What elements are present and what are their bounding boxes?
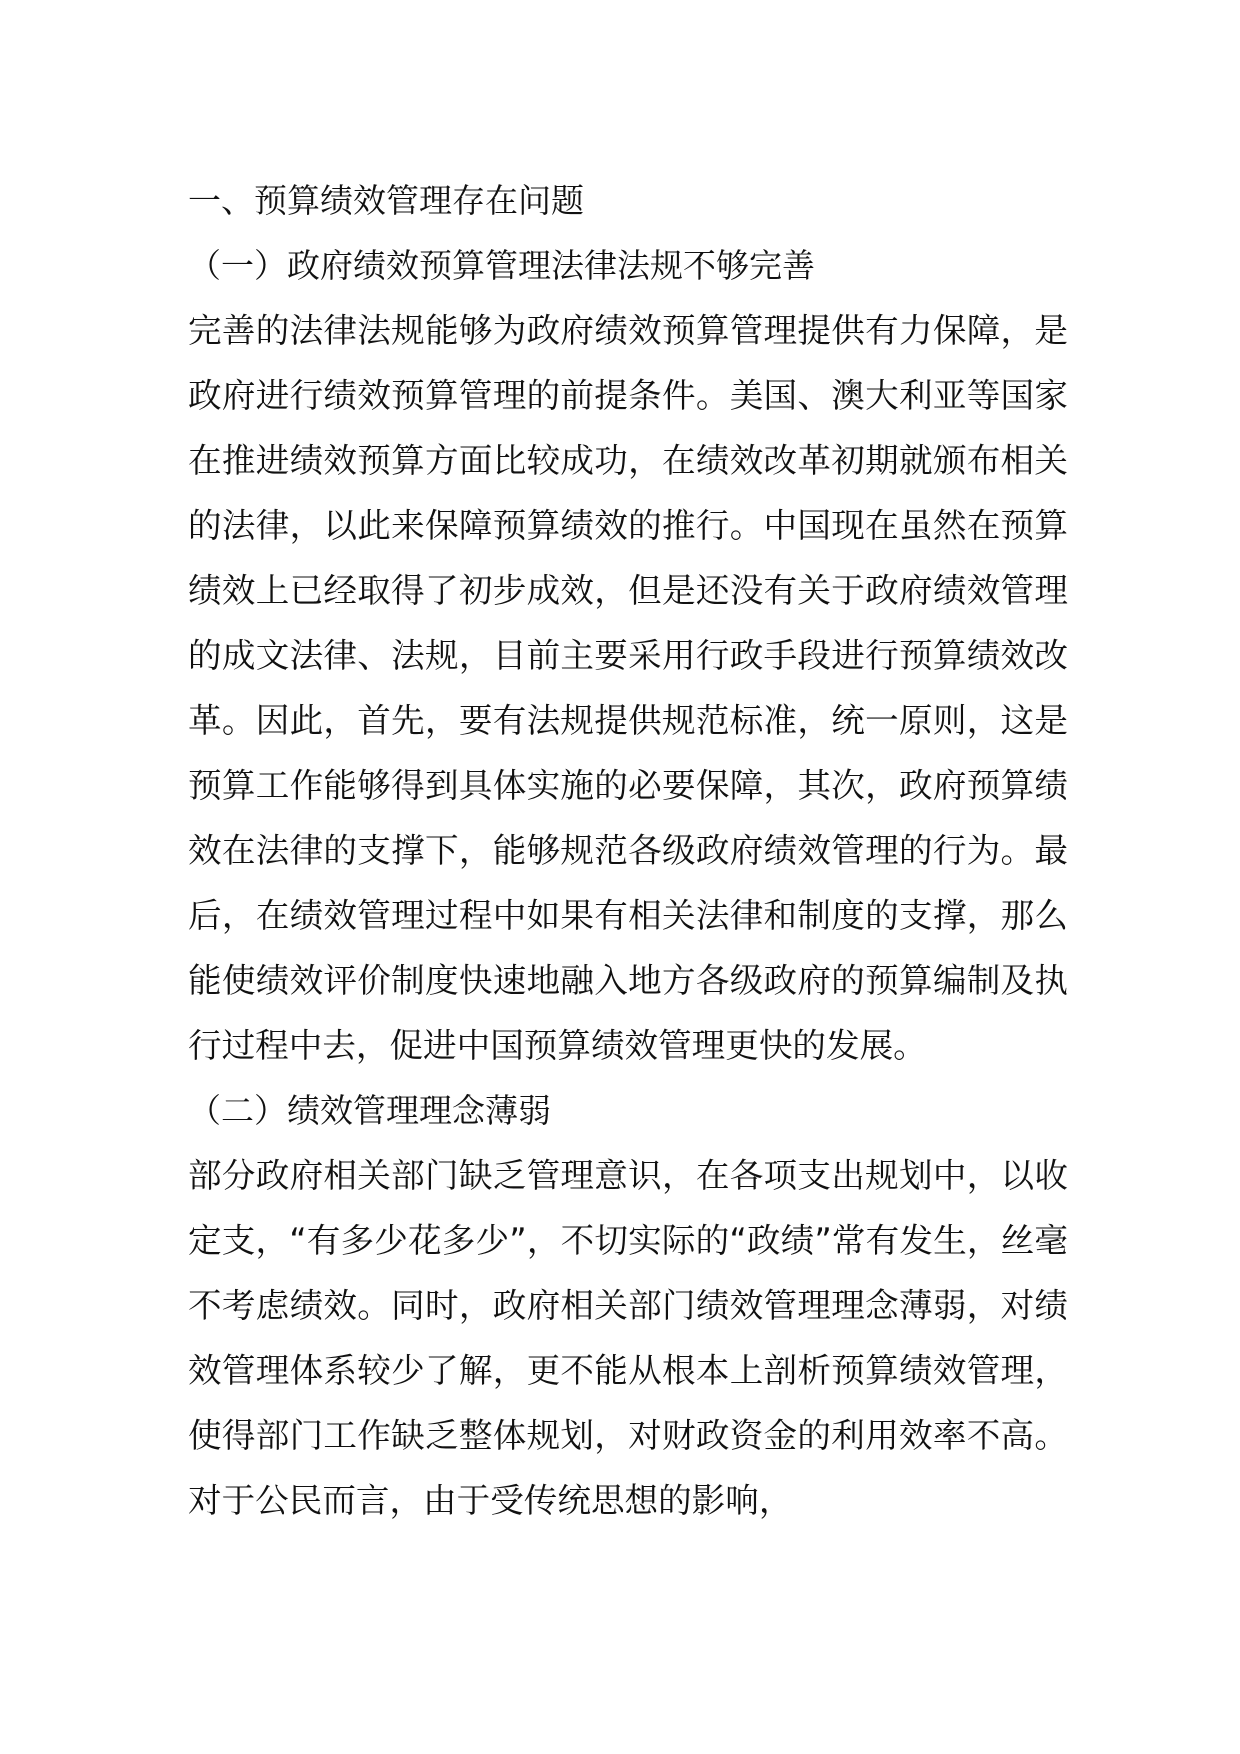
paragraph-2: 部分政府相关部门缺乏管理意识，在各项支出规划中，以收定支，“有多少花多少”，不切实际的“政绩”常有发生，丝毫不考虑绩效。同时，政府相关部门绩效管理理念薄弱，对绩效管理体系较少了解，更不能从根本上剖析预算绩效管理，使得部门工作缺乏整体规划，对财政资金的利用效率不高。对于公民而言，由于受传统思想的影响， — [188, 1156, 1068, 1520]
paragraph-1: 完善的法律法规能够为政府绩效预算管理提供有力保障，是政府进行绩效预算管理的前提条件。美国、澳大利亚等国家在推进绩效预算方面比较成功，在绩效改革初期就颁布相关的法律，以此来保障预算绩效的推行。中国现在虽然在预算绩效上已经取得了初步成效，但是还没有关于政府绩效管理的成文法律、法规，目前主要采用行政手段进行预算绩效改革。因此，首先，要有法规提供规范标准，统一原则，这是预算工作能够得到具体实施的必要保障，其次，政府预算绩效在法律的支撑下，能够规范各级政府绩效管理的行为。最后，在绩效管理过程中如果有相关法律和制度的支撑，那么能使绩效评价制度快速地融入地方各级政府的预算编制及执行过程中去，促进中国预算绩效管理更快的发展。 — [188, 311, 1068, 1065]
document-body — [188, 168, 1068, 1533]
subsection-heading-2: （二）绩效管理理念薄弱 — [188, 1091, 551, 1130]
section-heading-1: 一、预算绩效管理存在问题 — [188, 181, 584, 220]
subsection-heading-1: （一）政府绩效预算管理法律法规不够完善 — [188, 246, 815, 285]
